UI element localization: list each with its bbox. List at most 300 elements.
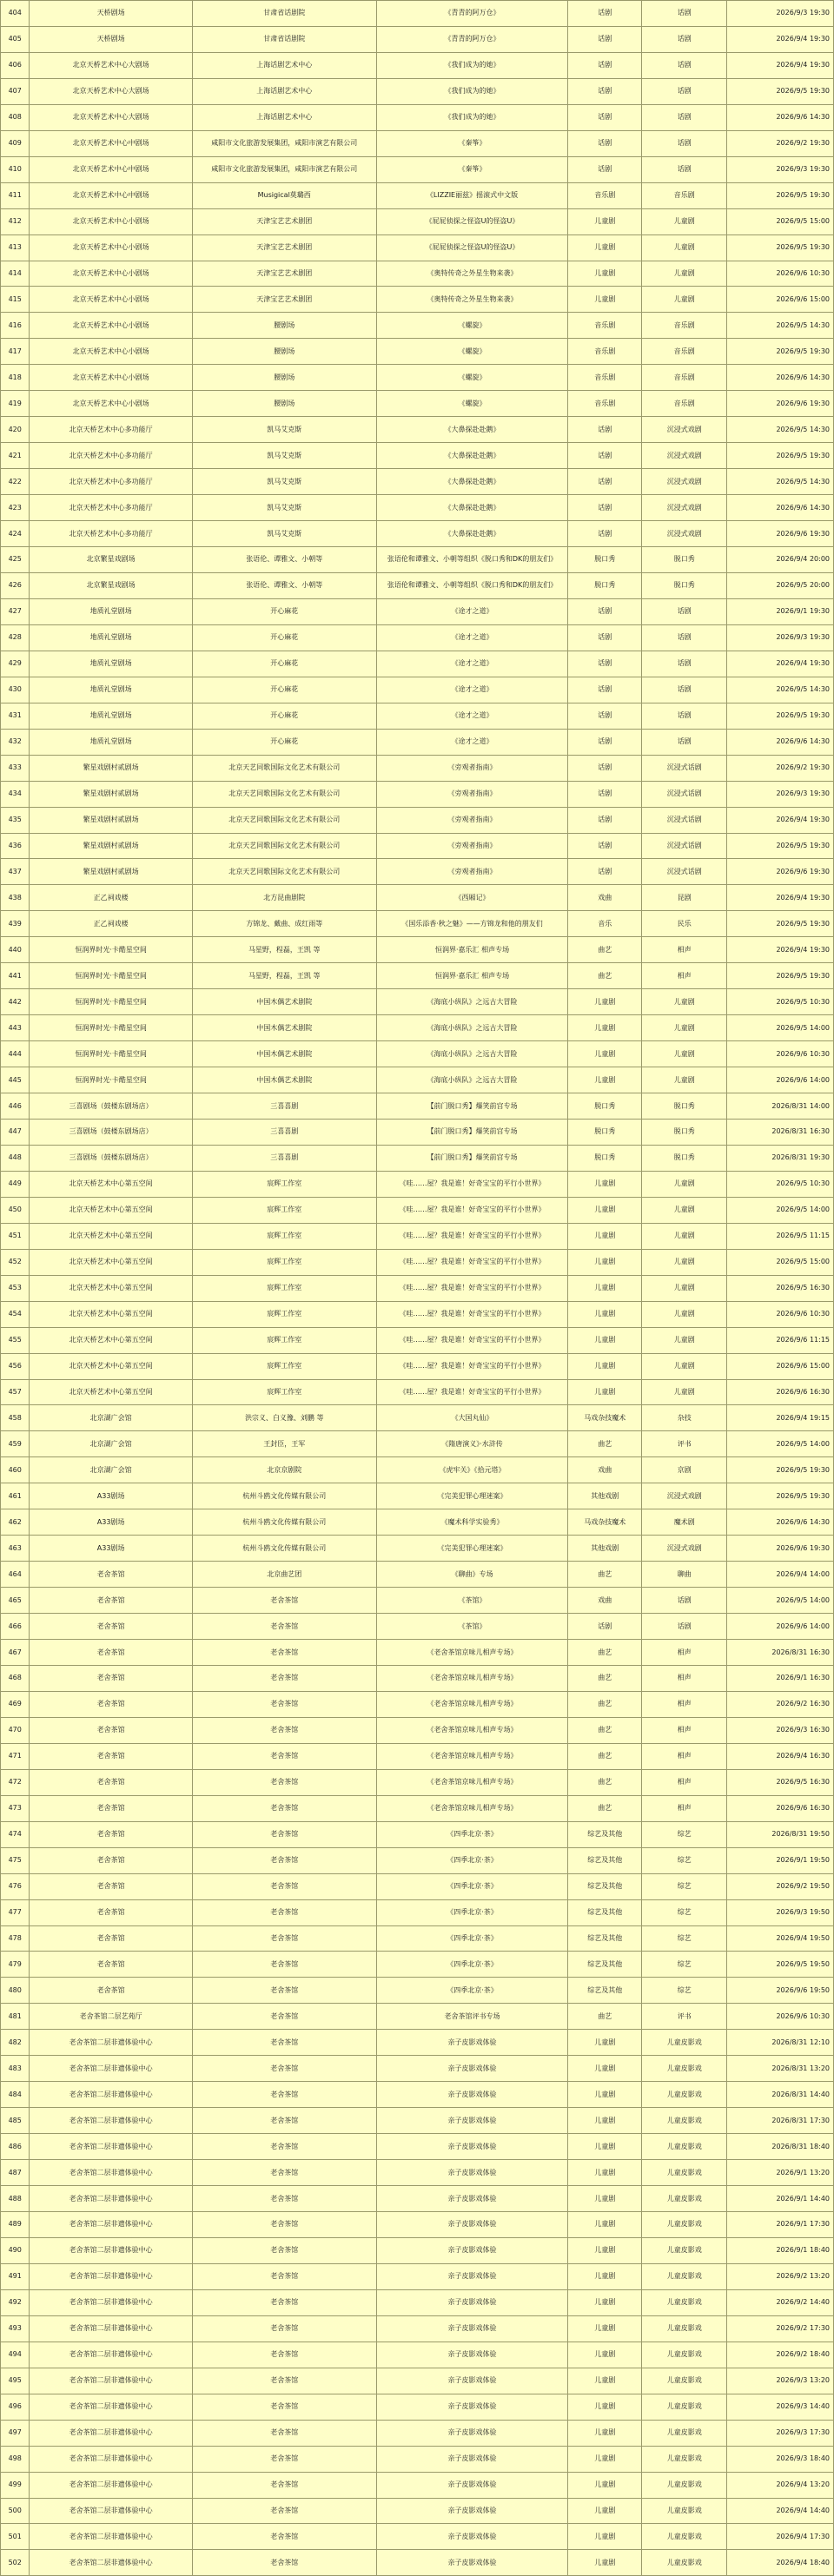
venue-cell: 地质礼堂剧场 <box>30 729 192 755</box>
datetime-cell: 2026/9/4 19:50 <box>727 1925 834 1952</box>
table-row <box>1 1769 834 1795</box>
program-title-cell: 张语伦和谭雅文、小朝等组织《脱口秀和DK的朋友们》 <box>376 547 568 573</box>
table-row <box>1 2237 834 2263</box>
row-number-cell: 473 <box>1 1795 30 1821</box>
program-title-cell: 《虎牢关》《拾元塔》 <box>376 1457 568 1483</box>
venue-cell: 北京天桥艺术中心第五空间 <box>30 1275 192 1301</box>
category-cell: 戏曲 <box>568 885 642 911</box>
program-title-cell: 《途才之道》 <box>376 651 568 677</box>
table-row <box>1 1457 834 1483</box>
row-number-cell: 446 <box>1 1093 30 1120</box>
organizer-cell: 马星野，程磊，王凯 等 <box>192 937 376 963</box>
subcategory-cell: 综艺 <box>642 1978 727 2004</box>
category-cell: 儿童剧 <box>568 1041 642 1067</box>
venue-cell: 老舍茶馆二层非遗体验中心 <box>30 2082 192 2108</box>
organizer-cell: 天津宝艺艺术剧团 <box>192 234 376 261</box>
category-cell: 曲艺 <box>568 2004 642 2030</box>
datetime-cell: 2026/9/5 19:30 <box>727 339 834 365</box>
category-cell: 话剧 <box>568 598 642 624</box>
venue-cell: 北京天桥艺术中心多功能厅 <box>30 443 192 469</box>
category-cell: 音乐剧 <box>568 313 642 339</box>
category-cell: 话剧 <box>568 26 642 52</box>
table-row <box>1 417 834 443</box>
program-title-cell: 亲子皮影戏体验 <box>376 2420 568 2446</box>
datetime-cell: 2026/9/2 14:40 <box>727 2289 834 2315</box>
program-title-cell: 《螺旋》 <box>376 365 568 391</box>
venue-cell: 繁星戏剧村贰剧场 <box>30 807 192 833</box>
venue-cell: 北京天桥艺术中心大剧场 <box>30 52 192 78</box>
program-title-cell: 《哇……屋？我是谁！好奇宝宝的平行小世界》 <box>376 1379 568 1405</box>
program-title-cell: 《秦筝》 <box>376 130 568 156</box>
program-title-cell: 亲子皮影戏体验 <box>376 2394 568 2420</box>
row-number-cell: 437 <box>1 859 30 885</box>
table-row <box>1 885 834 911</box>
organizer-cell: 老舍茶馆 <box>192 2342 376 2368</box>
category-cell: 曲艺 <box>568 1691 642 1717</box>
datetime-cell: 2026/9/3 19:50 <box>727 1899 834 1925</box>
venue-cell: 北京天桥艺术中心多功能厅 <box>30 469 192 495</box>
row-number-cell: 467 <box>1 1640 30 1666</box>
subcategory-cell: 话剧 <box>642 1 727 27</box>
subcategory-cell: 沉浸式戏剧 <box>642 521 727 547</box>
row-number-cell: 488 <box>1 2186 30 2212</box>
row-number-cell: 407 <box>1 78 30 104</box>
row-number-cell: 406 <box>1 52 30 78</box>
datetime-cell: 2026/9/5 10:30 <box>727 989 834 1015</box>
datetime-cell: 2026/9/3 14:40 <box>727 2394 834 2420</box>
subcategory-cell: 话剧 <box>642 1614 727 1640</box>
row-number-cell: 465 <box>1 1588 30 1614</box>
table-row <box>1 1119 834 1145</box>
venue-cell: 北京天桥艺术中心多功能厅 <box>30 417 192 443</box>
category-cell: 马戏杂技魔术 <box>568 1509 642 1536</box>
row-number-cell: 438 <box>1 885 30 911</box>
datetime-cell: 2026/9/4 17:30 <box>727 2524 834 2550</box>
row-number-cell: 501 <box>1 2524 30 2550</box>
venue-cell: 老舍茶馆二层非遗体验中心 <box>30 2498 192 2524</box>
row-number-cell: 499 <box>1 2472 30 2498</box>
category-cell: 儿童剧 <box>568 2342 642 2368</box>
subcategory-cell: 儿童皮影戏 <box>642 2394 727 2420</box>
table-row <box>1 1821 834 1847</box>
organizer-cell: 上海话剧艺术中心 <box>192 52 376 78</box>
program-title-cell: 《哇……屋？我是谁！好奇宝宝的平行小世界》 <box>376 1223 568 1249</box>
subcategory-cell: 综艺 <box>642 1899 727 1925</box>
table-row <box>1 1925 834 1952</box>
program-title-cell: 老舍茶馆评书专场 <box>376 2004 568 2030</box>
category-cell: 脱口秀 <box>568 572 642 598</box>
row-number-cell: 480 <box>1 1978 30 2004</box>
category-cell: 音乐剧 <box>568 339 642 365</box>
datetime-cell: 2026/9/5 16:30 <box>727 1769 834 1795</box>
table-row <box>1 1405 834 1431</box>
datetime-cell: 2026/9/5 19:30 <box>727 234 834 261</box>
datetime-cell: 2026/9/1 17:30 <box>727 2212 834 2238</box>
organizer-cell: 甘肃省话剧院 <box>192 26 376 52</box>
subcategory-cell: 儿童皮影戏 <box>642 2082 727 2108</box>
organizer-cell: 开心麻花 <box>192 703 376 729</box>
program-title-cell: 《西厢记》 <box>376 885 568 911</box>
organizer-cell: 老舍茶馆 <box>192 2394 376 2420</box>
organizer-cell: 老舍茶馆 <box>192 1873 376 1899</box>
datetime-cell: 2026/9/6 10:30 <box>727 1041 834 1067</box>
organizer-cell: 腰剧场 <box>192 339 376 365</box>
table-row <box>1 1536 834 1562</box>
table-row <box>1 2134 834 2160</box>
program-title-cell: 《途才之道》 <box>376 729 568 755</box>
venue-cell: 北京天桥艺术中心第五空间 <box>30 1379 192 1405</box>
venue-cell: 北京繁星戏剧场 <box>30 547 192 573</box>
subcategory-cell: 话剧 <box>642 78 727 104</box>
subcategory-cell: 杂技 <box>642 1405 727 1431</box>
venue-cell: 老舍茶馆 <box>30 1795 192 1821</box>
subcategory-cell: 儿童皮影戏 <box>642 2420 727 2446</box>
venue-cell: 北京天桥艺术中心小剧场 <box>30 391 192 417</box>
program-title-cell: 张语伦和谭雅文、小朝等组织《脱口秀和DK的朋友们》 <box>376 572 568 598</box>
program-title-cell: 《屁屁侦探之怪盗U的怪盗U》 <box>376 208 568 234</box>
program-title-cell: 《完美犯罪心理迷案》 <box>376 1483 568 1509</box>
category-cell: 话剧 <box>568 833 642 859</box>
table-row <box>1 2498 834 2524</box>
organizer-cell: 中国木偶艺术剧院 <box>192 989 376 1015</box>
row-number-cell: 474 <box>1 1821 30 1847</box>
venue-cell: 繁星戏剧村贰剧场 <box>30 781 192 807</box>
program-title-cell: 《四季北京·茶》 <box>376 1847 568 1873</box>
datetime-cell: 2026/9/5 19:30 <box>727 963 834 989</box>
subcategory-cell: 综艺 <box>642 1925 727 1952</box>
row-number-cell: 502 <box>1 2550 30 2576</box>
organizer-cell: 宸辉工作室 <box>192 1353 376 1379</box>
datetime-cell: 2026/9/2 19:30 <box>727 755 834 781</box>
category-cell: 话剧 <box>568 104 642 130</box>
subcategory-cell: 儿童剧 <box>642 1067 727 1093</box>
venue-cell: 老舍茶馆 <box>30 1743 192 1769</box>
subcategory-cell: 综艺 <box>642 1873 727 1899</box>
datetime-cell: 2026/9/4 14:00 <box>727 1562 834 1588</box>
category-cell: 儿童剧 <box>568 2524 642 2550</box>
table-row <box>1 26 834 52</box>
category-cell: 儿童剧 <box>568 1379 642 1405</box>
subcategory-cell: 京剧 <box>642 1457 727 1483</box>
subcategory-cell: 音乐剧 <box>642 365 727 391</box>
category-cell: 脱口秀 <box>568 547 642 573</box>
table-row <box>1 1041 834 1067</box>
datetime-cell: 2026/8/31 18:40 <box>727 2134 834 2160</box>
datetime-cell: 2026/9/5 19:30 <box>727 1483 834 1509</box>
organizer-cell: 凯马艾克斯 <box>192 469 376 495</box>
program-title-cell: 《途才之道》 <box>376 598 568 624</box>
row-number-cell: 418 <box>1 365 30 391</box>
subcategory-cell: 儿童剧 <box>642 1301 727 1327</box>
category-cell: 话剧 <box>568 624 642 651</box>
datetime-cell: 2026/9/1 19:30 <box>727 598 834 624</box>
datetime-cell: 2026/8/31 14:40 <box>727 2082 834 2108</box>
subcategory-cell: 综艺 <box>642 1821 727 1847</box>
venue-cell: 繁星戏剧村贰剧场 <box>30 859 192 885</box>
table-row <box>1 52 834 78</box>
program-title-cell: 《老舍茶馆京味儿相声专场》 <box>376 1691 568 1717</box>
category-cell: 脱口秀 <box>568 1145 642 1171</box>
datetime-cell: 2026/9/6 14:30 <box>727 1509 834 1536</box>
venue-cell: 老舍茶馆 <box>30 1666 192 1692</box>
venue-cell: 老舍茶馆二层非遗体验中心 <box>30 2342 192 2368</box>
program-title-cell: 亲子皮影戏体验 <box>376 2498 568 2524</box>
subcategory-cell: 综艺 <box>642 1847 727 1873</box>
category-cell: 儿童剧 <box>568 1223 642 1249</box>
program-title-cell: 亲子皮影戏体验 <box>376 2446 568 2472</box>
row-number-cell: 433 <box>1 755 30 781</box>
subcategory-cell: 儿童剧 <box>642 1353 727 1379</box>
row-number-cell: 475 <box>1 1847 30 1873</box>
table-row <box>1 1379 834 1405</box>
organizer-cell: 老舍茶馆 <box>192 2472 376 2498</box>
category-cell: 曲艺 <box>568 1717 642 1743</box>
datetime-cell: 2026/9/6 19:50 <box>727 1978 834 2004</box>
table-row <box>1 624 834 651</box>
subcategory-cell: 音乐剧 <box>642 182 727 208</box>
table-row <box>1 443 834 469</box>
organizer-cell: 中国木偶艺术剧院 <box>192 1041 376 1067</box>
subcategory-cell: 儿童皮影戏 <box>642 2263 727 2289</box>
program-title-cell: 《哇……屋？我是谁！好奇宝宝的平行小世界》 <box>376 1171 568 1197</box>
row-number-cell: 441 <box>1 963 30 989</box>
program-title-cell: 《秦筝》 <box>376 156 568 182</box>
category-cell: 话剧 <box>568 417 642 443</box>
subcategory-cell: 话剧 <box>642 26 727 52</box>
organizer-cell: 开心麻花 <box>192 651 376 677</box>
program-title-cell: 《我们成为的她》 <box>376 104 568 130</box>
organizer-cell: 老舍茶馆 <box>192 1952 376 1978</box>
organizer-cell: 王封臣，王军 <box>192 1431 376 1457</box>
subcategory-cell: 话剧 <box>642 1588 727 1614</box>
program-title-cell: 《四季北京·茶》 <box>376 1821 568 1847</box>
category-cell: 儿童剧 <box>568 2315 642 2342</box>
category-cell: 儿童剧 <box>568 2030 642 2056</box>
table-row <box>1 2289 834 2315</box>
subcategory-cell: 儿童皮影戏 <box>642 2342 727 2368</box>
venue-cell: 老舍茶馆二层非遗体验中心 <box>30 2289 192 2315</box>
organizer-cell: 老舍茶馆 <box>192 2186 376 2212</box>
row-number-cell: 498 <box>1 2446 30 2472</box>
program-title-cell: 《老舍茶馆京味儿相声专场》 <box>376 1666 568 1692</box>
subcategory-cell: 脱口秀 <box>642 572 727 598</box>
datetime-cell: 2026/9/5 20:00 <box>727 572 834 598</box>
subcategory-cell: 昆剧 <box>642 885 727 911</box>
organizer-cell: 开心麻花 <box>192 598 376 624</box>
venue-cell: 繁星戏剧村贰剧场 <box>30 755 192 781</box>
category-cell: 曲艺 <box>568 963 642 989</box>
table-row <box>1 234 834 261</box>
table-row <box>1 182 834 208</box>
subcategory-cell: 评书 <box>642 2004 727 2030</box>
subcategory-cell: 沉浸式戏剧 <box>642 1536 727 1562</box>
organizer-cell: 老舍茶馆 <box>192 2263 376 2289</box>
organizer-cell: 老舍茶馆 <box>192 2030 376 2056</box>
program-title-cell: 《LIZZIE丽兹》摇滚式中文版 <box>376 182 568 208</box>
row-number-cell: 477 <box>1 1899 30 1925</box>
subcategory-cell: 话剧 <box>642 52 727 78</box>
table-row <box>1 1301 834 1327</box>
row-number-cell: 490 <box>1 2237 30 2263</box>
organizer-cell: 张语伦、谭雅文、小朝等 <box>192 572 376 598</box>
row-number-cell: 493 <box>1 2315 30 2342</box>
venue-cell: 老舍茶馆 <box>30 1588 192 1614</box>
venue-cell: 地质礼堂剧场 <box>30 703 192 729</box>
category-cell: 话剧 <box>568 807 642 833</box>
organizer-cell: 老舍茶馆 <box>192 2134 376 2160</box>
row-number-cell: 444 <box>1 1041 30 1067</box>
datetime-cell: 2026/9/1 14:40 <box>727 2186 834 2212</box>
category-cell: 儿童剧 <box>568 1067 642 1093</box>
datetime-cell: 2026/9/4 19:30 <box>727 807 834 833</box>
datetime-cell: 2026/9/5 10:30 <box>727 1171 834 1197</box>
datetime-cell: 2026/8/31 12:10 <box>727 2030 834 2056</box>
program-title-cell: 《海底小纵队》之远古大冒险 <box>376 1067 568 1093</box>
table-row <box>1 1614 834 1640</box>
table-row <box>1 1483 834 1509</box>
organizer-cell: 宸辉工作室 <box>192 1249 376 1275</box>
program-title-cell: 《老舍茶馆京味儿相声专场》 <box>376 1769 568 1795</box>
datetime-cell: 2026/9/2 13:20 <box>727 2263 834 2289</box>
program-title-cell: 亲子皮影戏体验 <box>376 2472 568 2498</box>
venue-cell: 老舍茶馆二层非遗体验中心 <box>30 2394 192 2420</box>
venue-cell: 老舍茶馆 <box>30 1614 192 1640</box>
program-title-cell: 亲子皮影戏体验 <box>376 2524 568 2550</box>
table-row <box>1 1015 834 1041</box>
organizer-cell: 洪宗义、白义豫、刘鹏 等 <box>192 1405 376 1431</box>
venue-cell: 三喜剧场（鼓楼东剧场店） <box>30 1093 192 1120</box>
program-title-cell: 亲子皮影戏体验 <box>376 2108 568 2134</box>
table-row <box>1 677 834 703</box>
table-row <box>1 391 834 417</box>
subcategory-cell: 脱口秀 <box>642 1145 727 1171</box>
organizer-cell: 老舍茶馆 <box>192 1899 376 1925</box>
datetime-cell: 2026/9/3 18:40 <box>727 2446 834 2472</box>
organizer-cell: 北京京剧院 <box>192 1457 376 1483</box>
program-title-cell: 亲子皮影戏体验 <box>376 2134 568 2160</box>
row-number-cell: 462 <box>1 1509 30 1536</box>
subcategory-cell: 民乐 <box>642 911 727 937</box>
subcategory-cell: 儿童皮影戏 <box>642 2186 727 2212</box>
subcategory-cell: 话剧 <box>642 729 727 755</box>
subcategory-cell: 儿童皮影戏 <box>642 2237 727 2263</box>
row-number-cell: 489 <box>1 2212 30 2238</box>
organizer-cell: 老舍茶馆 <box>192 2004 376 2030</box>
subcategory-cell: 儿童剧 <box>642 1041 727 1067</box>
program-title-cell: 《螺旋》 <box>376 339 568 365</box>
venue-cell: 北京天桥艺术中心大剧场 <box>30 78 192 104</box>
program-title-cell: 亲子皮影戏体验 <box>376 2368 568 2394</box>
table-row <box>1 313 834 339</box>
table-row <box>1 859 834 885</box>
table-row <box>1 2394 834 2420</box>
row-number-cell: 428 <box>1 624 30 651</box>
table-row <box>1 2212 834 2238</box>
category-cell: 音乐 <box>568 911 642 937</box>
category-cell: 曲艺 <box>568 1431 642 1457</box>
category-cell: 儿童剧 <box>568 1275 642 1301</box>
subcategory-cell: 儿童皮影戏 <box>642 2498 727 2524</box>
subcategory-cell: 儿童剧 <box>642 989 727 1015</box>
subcategory-cell: 儿童皮影戏 <box>642 2472 727 2498</box>
subcategory-cell: 话剧 <box>642 156 727 182</box>
row-number-cell: 451 <box>1 1223 30 1249</box>
subcategory-cell: 音乐剧 <box>642 313 727 339</box>
subcategory-cell: 儿童皮影戏 <box>642 2315 727 2342</box>
row-number-cell: 408 <box>1 104 30 130</box>
organizer-cell: 宸辉工作室 <box>192 1301 376 1327</box>
subcategory-cell: 儿童剧 <box>642 1223 727 1249</box>
row-number-cell: 476 <box>1 1873 30 1899</box>
category-cell: 话剧 <box>568 859 642 885</box>
table-row <box>1 1795 834 1821</box>
datetime-cell: 2026/9/3 19:30 <box>727 781 834 807</box>
organizer-cell: 咸阳市文化旅游发展集团，咸阳市演艺有限公司 <box>192 130 376 156</box>
venue-cell: 北京天桥艺术中心小剧场 <box>30 365 192 391</box>
row-number-cell: 482 <box>1 2030 30 2056</box>
organizer-cell: 凯马艾克斯 <box>192 443 376 469</box>
datetime-cell: 2026/9/2 19:50 <box>727 1873 834 1899</box>
organizer-cell: 凯马艾克斯 <box>192 495 376 521</box>
subcategory-cell: 相声 <box>642 1795 727 1821</box>
subcategory-cell: 儿童剧 <box>642 1171 727 1197</box>
row-number-cell: 423 <box>1 495 30 521</box>
subcategory-cell: 相声 <box>642 1666 727 1692</box>
row-number-cell: 439 <box>1 911 30 937</box>
datetime-cell: 2026/9/3 19:30 <box>727 156 834 182</box>
subcategory-cell: 魔术剧 <box>642 1509 727 1536</box>
venue-cell: 正乙祠戏楼 <box>30 885 192 911</box>
organizer-cell: 老舍茶馆 <box>192 2420 376 2446</box>
organizer-cell: 老舍茶馆 <box>192 2498 376 2524</box>
table-row <box>1 2368 834 2394</box>
datetime-cell: 2026/9/2 19:30 <box>727 130 834 156</box>
category-cell: 儿童剧 <box>568 1197 642 1223</box>
organizer-cell: 宸辉工作室 <box>192 1197 376 1223</box>
subcategory-cell: 音乐剧 <box>642 391 727 417</box>
datetime-cell: 2026/9/5 14:00 <box>727 1015 834 1041</box>
program-title-cell: 《哇……屋？我是谁！好奇宝宝的平行小世界》 <box>376 1327 568 1353</box>
category-cell: 话剧 <box>568 495 642 521</box>
organizer-cell: 老舍茶馆 <box>192 1769 376 1795</box>
subcategory-cell: 相声 <box>642 1743 727 1769</box>
venue-cell: 北京繁星戏剧场 <box>30 572 192 598</box>
organizer-cell: 老舍茶馆 <box>192 1666 376 1692</box>
datetime-cell: 2026/9/3 17:30 <box>727 2420 834 2446</box>
row-number-cell: 456 <box>1 1353 30 1379</box>
organizer-cell: 天津宝艺艺术剧团 <box>192 287 376 313</box>
program-title-cell: 亲子皮影戏体验 <box>376 2550 568 2576</box>
program-title-cell: 《老舍茶馆京味儿相声专场》 <box>376 1795 568 1821</box>
datetime-cell: 2026/9/5 15:00 <box>727 1249 834 1275</box>
category-cell: 综艺及其他 <box>568 1978 642 2004</box>
datetime-cell: 2026/9/6 14:00 <box>727 1067 834 1093</box>
datetime-cell: 2026/9/3 19:30 <box>727 1 834 27</box>
venue-cell: 恒润界时光·卡酷星空间 <box>30 989 192 1015</box>
program-title-cell: 《哇……屋？我是谁！好奇宝宝的平行小世界》 <box>376 1353 568 1379</box>
row-number-cell: 405 <box>1 26 30 52</box>
program-title-cell: 亲子皮影戏体验 <box>376 2315 568 2342</box>
program-title-cell: 《海底小纵队》之远古大冒险 <box>376 1041 568 1067</box>
category-cell: 儿童剧 <box>568 2237 642 2263</box>
table-row <box>1 1666 834 1692</box>
table-row <box>1 1275 834 1301</box>
organizer-cell: 宸辉工作室 <box>192 1379 376 1405</box>
category-cell: 儿童剧 <box>568 1171 642 1197</box>
venue-cell: 北京天桥艺术中心多功能厅 <box>30 521 192 547</box>
category-cell: 儿童剧 <box>568 2082 642 2108</box>
category-cell: 脱口秀 <box>568 1093 642 1120</box>
